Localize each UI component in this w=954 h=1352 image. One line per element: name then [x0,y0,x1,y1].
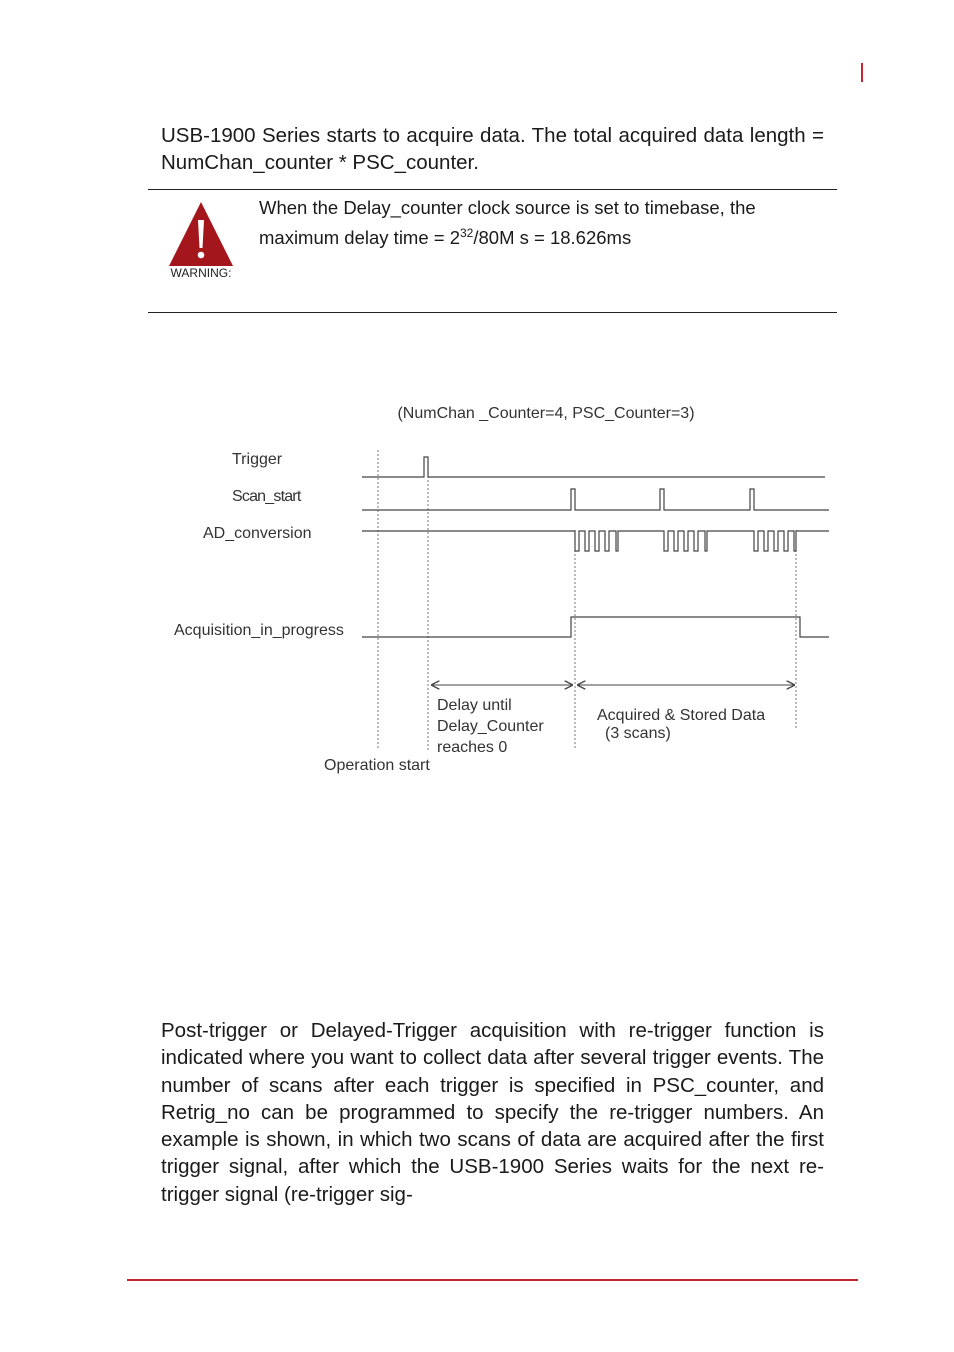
acquired-annotation-line2: (3 scans) [605,725,671,742]
trigger-waveform [362,457,825,477]
footer-rule [127,1279,858,1281]
acquired-annotation-line1: Acquired & Stored Data [597,707,766,724]
signal-label-scan-start: Scan_start [232,488,301,505]
delay-annotation-line2: Delay_Counter [437,718,544,735]
scan-start-waveform [362,489,829,510]
body-paragraph-bottom: Post-trigger or Delayed-Trigger acquisition with re-trigger function is indicated where you want to collect data after several trigger events. The number of scans after each trigger is specified in PSC_counter, and Retrig_no can be programmed to specify the re-trigger numbers. An example is shown, in which two scans of data are acquired after the first trigger signal, after which the USB-1900 Series waits for the next re-trigger signal (re-trigger sig- [161,1019,824,1206]
warning-icon-label: WARNING: [170,266,232,280]
warning-exclamation-dot [198,252,205,259]
diagram-caption: (NumChan _Counter=4, PSC_Counter=3) [397,405,695,422]
warning-text-main: When the Delay_counter clock source is set to timebase, the maximum delay time = 2 [259,197,756,248]
page-marker [861,63,863,82]
warning-superscript: 32 [460,226,474,240]
delay-annotation-line1: Delay until [437,697,512,714]
signal-label-ad-conversion: AD_conversion [203,525,312,542]
body-paragraph-top: USB-1900 Series starts to acquire data. The total acquired data length = NumChan_counter * PSC_counter. [161,124,824,175]
warning-top-rule [148,189,837,190]
timing-diagram [160,395,840,785]
signal-label-trigger: Trigger [232,451,283,468]
warning-text-tail: /80M s = 18.626ms [473,227,632,248]
delay-annotation-line3: reaches 0 [437,739,508,756]
ad-conversion-waveform [362,531,829,551]
warning-triangle-icon [166,200,236,282]
acquisition-waveform [362,617,829,637]
warning-text [259,193,829,253]
warning-bottom-rule [148,312,837,313]
operation-start-label: Operation start [324,757,430,774]
signal-label-acquisition: Acquisition_in_progress [174,622,344,639]
